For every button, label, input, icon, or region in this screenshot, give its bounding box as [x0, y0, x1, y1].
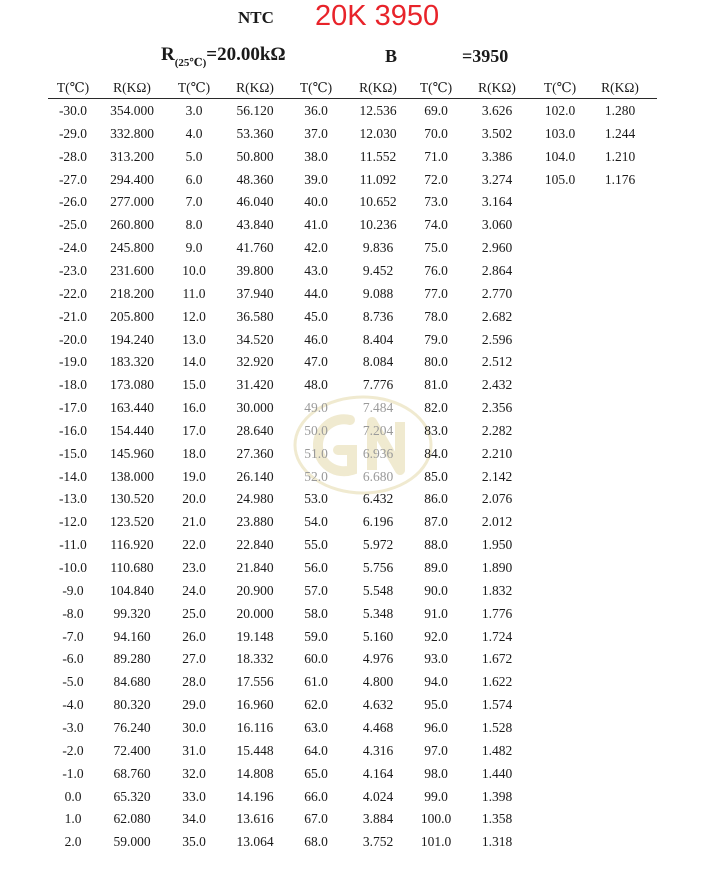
temperature-cell: 27.0	[182, 651, 206, 667]
resistance-cell: 6.432	[362, 491, 394, 507]
resistance-cell: 5.756	[362, 560, 394, 575]
temperature-cell: 21.0	[182, 514, 206, 530]
resistance-cell: 8.404	[362, 331, 394, 347]
resistance-cell: 9.088	[362, 285, 394, 301]
temperature-cell: 93.0	[424, 651, 448, 667]
resistance-cell: 7.204	[362, 422, 394, 438]
resistance-cell: 163.440	[110, 400, 154, 416]
temperature-cell: 49.0	[304, 400, 328, 416]
resistance-cell: 3.502	[481, 125, 513, 141]
resistance-cell: 104.840	[110, 582, 154, 598]
resistance-cell: 6.936	[362, 445, 394, 461]
resistance-cell: 28.640	[236, 422, 274, 438]
temperature-cell: -14.0	[58, 468, 88, 484]
resistance-cell: 205.800	[110, 308, 154, 324]
resistance-cell: 27.360	[236, 445, 274, 461]
resistance-cell: 16.116	[236, 719, 274, 735]
temperature-cell: 65.0	[304, 765, 328, 781]
resistance-cell: 332.800	[110, 125, 154, 141]
temperature-cell: 43.0	[304, 262, 328, 278]
temperature-cell: 40.0	[304, 194, 328, 210]
resistance-cell: 154.440	[110, 422, 154, 438]
resistance-cell: 1.280	[604, 103, 636, 118]
temperature-cell: -13.0	[58, 491, 88, 507]
temperature-cell: 13.0	[182, 331, 206, 347]
temperature-cell: -12.0	[58, 514, 88, 530]
resistance-cell: 1.210	[604, 148, 636, 164]
temperature-cell: 88.0	[424, 537, 448, 553]
temperature-cell: -26.0	[58, 194, 88, 210]
resistance-cell: 48.360	[236, 171, 274, 187]
resistance-cell: 14.196	[236, 788, 274, 804]
resistance-cell: 13.064	[236, 834, 274, 850]
resistance-cell: 56.120	[236, 103, 274, 118]
resistance-cell: 59.000	[113, 834, 151, 850]
resistance-cell: 110.680	[110, 560, 154, 575]
temperature-cell: -3.0	[62, 719, 84, 735]
resistance-cell: 2.596	[481, 331, 513, 347]
resistance-cell: 34.520	[236, 331, 274, 347]
resistance-cell: 183.320	[110, 354, 154, 370]
temperature-cell: 76.0	[424, 262, 448, 278]
resistance-cell: 50.800	[236, 148, 274, 164]
temperature-cell: 0.0	[64, 788, 82, 804]
resistance-cell: 4.024	[362, 788, 394, 804]
resistance-cell: 17.556	[236, 674, 274, 690]
temperature-cell: 70.0	[424, 125, 448, 141]
temperature-cell: 92.0	[424, 628, 448, 644]
param-r-symbol: R	[161, 44, 175, 65]
temperature-cell: -11.0	[59, 537, 87, 553]
temperature-cell: 75.0	[424, 240, 448, 256]
temperature-cell: 57.0	[304, 582, 328, 598]
temperature-cell: 102.0	[544, 103, 576, 118]
temperature-cell: 44.0	[304, 285, 328, 301]
resistance-cell: 3.060	[481, 217, 513, 233]
temperature-cell: 32.0	[182, 765, 206, 781]
temperature-cell: 5.0	[185, 148, 203, 164]
temperature-cell: 86.0	[424, 491, 448, 507]
temperature-cell: 59.0	[304, 628, 328, 644]
temperature-cell: 61.0	[304, 674, 328, 690]
resistance-cell: 2.142	[481, 468, 513, 484]
resistance-cell: 26.140	[236, 468, 274, 484]
resistance-cell: 20.000	[236, 605, 274, 621]
resistance-cell: 130.520	[110, 491, 154, 507]
resistance-cell: 2.960	[481, 240, 513, 256]
resistance-cell: 9.452	[362, 262, 394, 278]
temperature-cell: 74.0	[424, 217, 448, 233]
resistance-cell: 138.000	[110, 468, 154, 484]
resistance-cell: 1.574	[481, 697, 513, 713]
resistance-cell: 1.398	[481, 788, 513, 804]
resistance-cell: 8.736	[362, 308, 394, 324]
resistance-cell: 2.770	[481, 285, 513, 301]
resistance-cell: 116.920	[110, 537, 154, 553]
temperature-cell: -25.0	[58, 217, 88, 233]
temperature-cell: 96.0	[424, 719, 448, 735]
resistance-cell: 245.800	[110, 240, 154, 256]
temperature-cell: -22.0	[58, 285, 88, 301]
resistance-cell: 277.000	[110, 194, 154, 210]
temperature-cell: 35.0	[182, 834, 206, 850]
temperature-cell: 46.0	[304, 331, 328, 347]
resistance-cell: 173.080	[110, 377, 154, 393]
temperature-cell: 50.0	[304, 422, 328, 438]
resistance-cell: 13.616	[236, 811, 274, 827]
temperature-cell: 36.0	[304, 103, 328, 118]
temperature-cell: 37.0	[304, 125, 328, 141]
resistance-cell: 313.200	[110, 148, 154, 164]
temperature-cell: 72.0	[424, 171, 448, 187]
resistance-cell: 3.386	[481, 148, 513, 164]
temperature-cell: 18.0	[182, 445, 206, 461]
temperature-cell: 28.0	[182, 674, 206, 690]
resistance-cell: 11.552	[359, 148, 397, 164]
temperature-cell: 34.0	[182, 811, 206, 827]
resistance-cell: 46.040	[236, 194, 274, 210]
temperature-cell: 91.0	[424, 605, 448, 621]
resistance-cell: 260.800	[110, 217, 154, 233]
temperature-cell: 82.0	[424, 400, 448, 416]
resistance-cell: 2.356	[481, 400, 513, 416]
temperature-cell: 19.0	[182, 468, 206, 484]
resistance-cell: 72.400	[113, 742, 151, 758]
resistance-cell: 1.672	[481, 651, 513, 667]
temperature-cell: 54.0	[304, 514, 328, 530]
temperature-cell: -20.0	[58, 331, 88, 347]
temperature-cell: -9.0	[62, 582, 84, 598]
temperature-cell: -17.0	[58, 400, 88, 416]
temperature-cell: 78.0	[424, 308, 448, 324]
resistance-cell: 94.160	[113, 628, 151, 644]
temperature-cell: 6.0	[185, 171, 203, 187]
resistance-cell: 99.320	[113, 605, 151, 621]
temperature-cell: -10.0	[58, 560, 88, 575]
temperature-cell: -1.0	[62, 765, 84, 781]
temperature-cell: 10.0	[182, 262, 206, 278]
resistance-cell: 5.348	[362, 605, 394, 621]
resistance-cell: 1.950	[481, 537, 513, 553]
resistance-cell: 24.980	[236, 491, 274, 507]
temperature-cell: 62.0	[304, 697, 328, 713]
temperature-cell: 55.0	[304, 537, 328, 553]
resistance-cell: 2.282	[481, 422, 513, 438]
temperature-cell: 100.0	[420, 811, 452, 827]
resistance-cell: 31.420	[236, 377, 274, 393]
temperature-cell: 98.0	[424, 765, 448, 781]
column-header-resistance: R(KΩ)	[359, 80, 397, 95]
temperature-cell: 39.0	[304, 171, 328, 187]
temperature-cell: 25.0	[182, 605, 206, 621]
resistance-cell: 37.940	[236, 285, 274, 301]
temperature-cell: 51.0	[304, 445, 328, 461]
temperature-cell: 3.0	[185, 103, 203, 118]
temperature-cell: 15.0	[182, 377, 206, 393]
resistance-cell: 5.548	[362, 582, 394, 598]
temperature-cell: 69.0	[424, 103, 448, 118]
column-header-resistance: R(KΩ)	[113, 80, 151, 95]
resistance-cell: 3.626	[481, 103, 513, 118]
temperature-cell: 52.0	[304, 468, 328, 484]
temperature-cell: -24.0	[58, 240, 88, 256]
temperature-cell: 90.0	[424, 582, 448, 598]
column-header-temperature: T(℃)	[543, 80, 577, 95]
resistance-cell: 36.580	[236, 308, 274, 324]
temperature-cell: 99.0	[424, 788, 448, 804]
temperature-cell: 26.0	[182, 628, 206, 644]
temperature-cell: 11.0	[182, 285, 206, 301]
temperature-cell: -21.0	[58, 308, 88, 324]
temperature-cell: 33.0	[182, 788, 206, 804]
resistance-cell: 68.760	[113, 765, 151, 781]
temperature-cell: 83.0	[424, 422, 448, 438]
resistance-cell: 6.196	[362, 514, 394, 530]
resistance-cell: 8.084	[362, 354, 394, 370]
resistance-cell: 11.092	[359, 171, 397, 187]
temperature-cell: 79.0	[424, 331, 448, 347]
temperature-cell: 95.0	[424, 697, 448, 713]
resistance-cell: 3.164	[481, 194, 513, 210]
resistance-cell: 1.776	[481, 605, 513, 621]
resistance-cell: 2.012	[481, 514, 513, 530]
resistance-cell: 218.200	[110, 285, 154, 301]
title-ntc: NTC	[238, 8, 274, 27]
param-r-sub: (25℃)	[174, 57, 207, 69]
resistance-cell: 4.800	[362, 674, 394, 690]
resistance-cell: 5.160	[362, 628, 394, 644]
temperature-cell: -4.0	[62, 697, 84, 713]
resistance-cell: 18.332	[236, 651, 274, 667]
resistance-cell: 2.864	[481, 262, 513, 278]
temperature-cell: 60.0	[304, 651, 328, 667]
temperature-cell: 85.0	[424, 468, 448, 484]
temperature-cell: 64.0	[304, 742, 328, 758]
resistance-cell: 2.432	[481, 377, 513, 393]
resistance-cell: 5.972	[362, 537, 394, 553]
temperature-cell: -27.0	[58, 171, 88, 187]
temperature-cell: 58.0	[304, 605, 328, 621]
resistance-cell: 4.632	[362, 697, 394, 713]
temperature-cell: 48.0	[304, 377, 328, 393]
resistance-cell: 21.840	[236, 560, 274, 575]
temperature-cell: 14.0	[182, 354, 206, 370]
resistance-cell: 1.244	[604, 125, 636, 141]
resistance-cell: 231.600	[110, 262, 154, 278]
temperature-cell: 45.0	[304, 308, 328, 324]
resistance-cell: 2.682	[481, 308, 513, 324]
temperature-cell: 84.0	[424, 445, 448, 461]
resistance-cell: 4.976	[362, 651, 394, 667]
temperature-cell: 101.0	[420, 834, 452, 850]
resistance-cell: 76.240	[113, 719, 151, 735]
resistance-cell: 1.724	[481, 628, 513, 644]
column-header-resistance: R(KΩ)	[478, 80, 516, 95]
column-header-resistance: R(KΩ)	[601, 80, 639, 95]
resistance-cell: 53.360	[236, 125, 274, 141]
resistance-cell: 10.236	[359, 217, 397, 233]
temperature-cell: 66.0	[304, 788, 328, 804]
resistance-cell: 19.148	[236, 628, 274, 644]
temperature-cell: 16.0	[182, 400, 206, 416]
resistance-cell: 62.080	[113, 811, 151, 827]
resistance-cell: 4.468	[362, 719, 394, 735]
resistance-cell: 16.960	[236, 697, 274, 713]
resistance-cell: 7.484	[362, 400, 394, 416]
temperature-cell: -18.0	[58, 377, 88, 393]
resistance-cell: 1.528	[481, 719, 513, 735]
column-header-temperature: T(℃)	[419, 80, 453, 95]
resistance-cell: 4.316	[362, 742, 394, 758]
temperature-cell: 17.0	[182, 422, 206, 438]
resistance-cell: 30.000	[236, 400, 274, 416]
resistance-cell: 23.880	[236, 514, 274, 530]
temperature-cell: 47.0	[304, 354, 328, 370]
temperature-cell: -6.0	[62, 651, 84, 667]
resistance-cell: 2.076	[481, 491, 513, 507]
resistance-cell: 1.832	[481, 582, 513, 598]
resistance-cell: 7.776	[362, 377, 394, 393]
resistance-cell: 39.800	[236, 262, 274, 278]
temperature-cell: 22.0	[182, 537, 206, 553]
column-header-temperature: T(℃)	[299, 80, 333, 95]
temperature-cell: 80.0	[424, 354, 448, 370]
temperature-cell: 30.0	[182, 719, 206, 735]
temperature-cell: 24.0	[182, 582, 206, 598]
resistance-cell: 32.920	[236, 354, 274, 370]
resistance-cell: 12.030	[359, 125, 397, 141]
resistance-cell: 84.680	[113, 674, 151, 690]
temperature-cell: 4.0	[185, 125, 203, 141]
resistance-cell: 294.400	[110, 171, 154, 187]
resistance-cell: 80.320	[113, 697, 151, 713]
temperature-cell: 38.0	[304, 148, 328, 164]
resistance-cell: 65.320	[113, 788, 151, 804]
temperature-cell: 8.0	[185, 217, 203, 233]
temperature-cell: 12.0	[182, 308, 206, 324]
temperature-cell: 94.0	[424, 674, 448, 690]
resistance-cell: 1.358	[481, 811, 513, 827]
temperature-cell: -28.0	[58, 148, 88, 164]
temperature-cell: 1.0	[64, 811, 82, 827]
column-header-resistance: R(KΩ)	[236, 80, 274, 95]
temperature-cell: -29.0	[58, 125, 88, 141]
resistance-cell: 1.176	[604, 171, 636, 187]
resistance-cell: 4.164	[362, 765, 394, 781]
temperature-cell: 53.0	[304, 491, 328, 507]
resistance-cell: 1.890	[481, 560, 513, 575]
temperature-cell: -23.0	[58, 262, 88, 278]
resistance-cell: 20.900	[236, 582, 274, 598]
temperature-cell: -8.0	[62, 605, 84, 621]
temperature-cell: 42.0	[304, 240, 328, 256]
resistance-cell: 12.536	[359, 103, 397, 118]
param-r-value: =20.00kΩ	[206, 44, 286, 65]
param-b-label: B	[385, 46, 398, 66]
temperature-cell: 77.0	[424, 285, 448, 301]
resistance-cell: 15.448	[236, 742, 274, 758]
temperature-cell: -15.0	[58, 445, 88, 461]
temperature-cell: 23.0	[182, 560, 206, 575]
resistance-cell: 41.760	[236, 240, 274, 256]
temperature-cell: 73.0	[424, 194, 448, 210]
temperature-cell: 31.0	[182, 742, 206, 758]
temperature-cell: 103.0	[544, 125, 576, 141]
resistance-cell: 3.274	[481, 171, 513, 187]
resistance-cell: 14.808	[236, 765, 274, 781]
resistance-cell: 194.240	[110, 331, 154, 347]
temperature-cell: 41.0	[304, 217, 328, 233]
resistance-cell: 123.520	[110, 514, 154, 530]
temperature-cell: 81.0	[424, 377, 448, 393]
resistance-cell: 354.000	[110, 103, 154, 118]
temperature-cell: 20.0	[182, 491, 206, 507]
resistance-cell: 1.622	[481, 674, 513, 690]
resistance-cell: 1.318	[481, 834, 513, 850]
resistance-cell: 43.840	[236, 217, 274, 233]
temperature-cell: 87.0	[424, 514, 448, 530]
temperature-cell: -5.0	[62, 674, 84, 690]
param-b-value: =3950	[462, 46, 509, 66]
temperature-cell: 105.0	[544, 171, 576, 187]
temperature-cell: 56.0	[304, 560, 328, 575]
temperature-cell: 67.0	[304, 811, 328, 827]
temperature-cell: -30.0	[58, 103, 88, 118]
temperature-cell: 68.0	[304, 834, 328, 850]
temperature-cell: 71.0	[424, 148, 448, 164]
temperature-cell: -16.0	[58, 422, 88, 438]
resistance-cell: 145.960	[110, 445, 154, 461]
resistance-cell: 1.482	[481, 742, 513, 758]
temperature-cell: 9.0	[185, 240, 203, 256]
resistance-cell: 2.512	[481, 354, 513, 370]
temperature-cell: 29.0	[182, 697, 206, 713]
temperature-cell: 97.0	[424, 742, 448, 758]
temperature-cell: -2.0	[62, 742, 84, 758]
temperature-cell: 89.0	[424, 560, 448, 575]
temperature-cell: 2.0	[64, 834, 82, 850]
temperature-cell: -19.0	[58, 354, 88, 370]
resistance-cell: 6.680	[362, 468, 394, 484]
resistance-cell: 10.652	[359, 194, 397, 210]
column-header-temperature: T(℃)	[56, 80, 90, 95]
resistance-cell: 9.836	[362, 240, 394, 256]
temperature-cell: 7.0	[185, 194, 203, 210]
resistance-cell: 2.210	[481, 445, 513, 461]
resistance-cell: 1.440	[481, 765, 513, 781]
column-header-temperature: T(℃)	[177, 80, 211, 95]
resistance-cell: 3.752	[362, 834, 394, 850]
title-model: 20K 3950	[315, 0, 440, 32]
temperature-cell: -7.0	[62, 628, 84, 644]
resistance-cell: 89.280	[113, 651, 151, 667]
temperature-cell: 104.0	[544, 148, 576, 164]
resistance-cell: 3.884	[362, 811, 394, 827]
resistance-cell: 22.840	[236, 537, 274, 553]
temperature-cell: 63.0	[304, 719, 328, 735]
